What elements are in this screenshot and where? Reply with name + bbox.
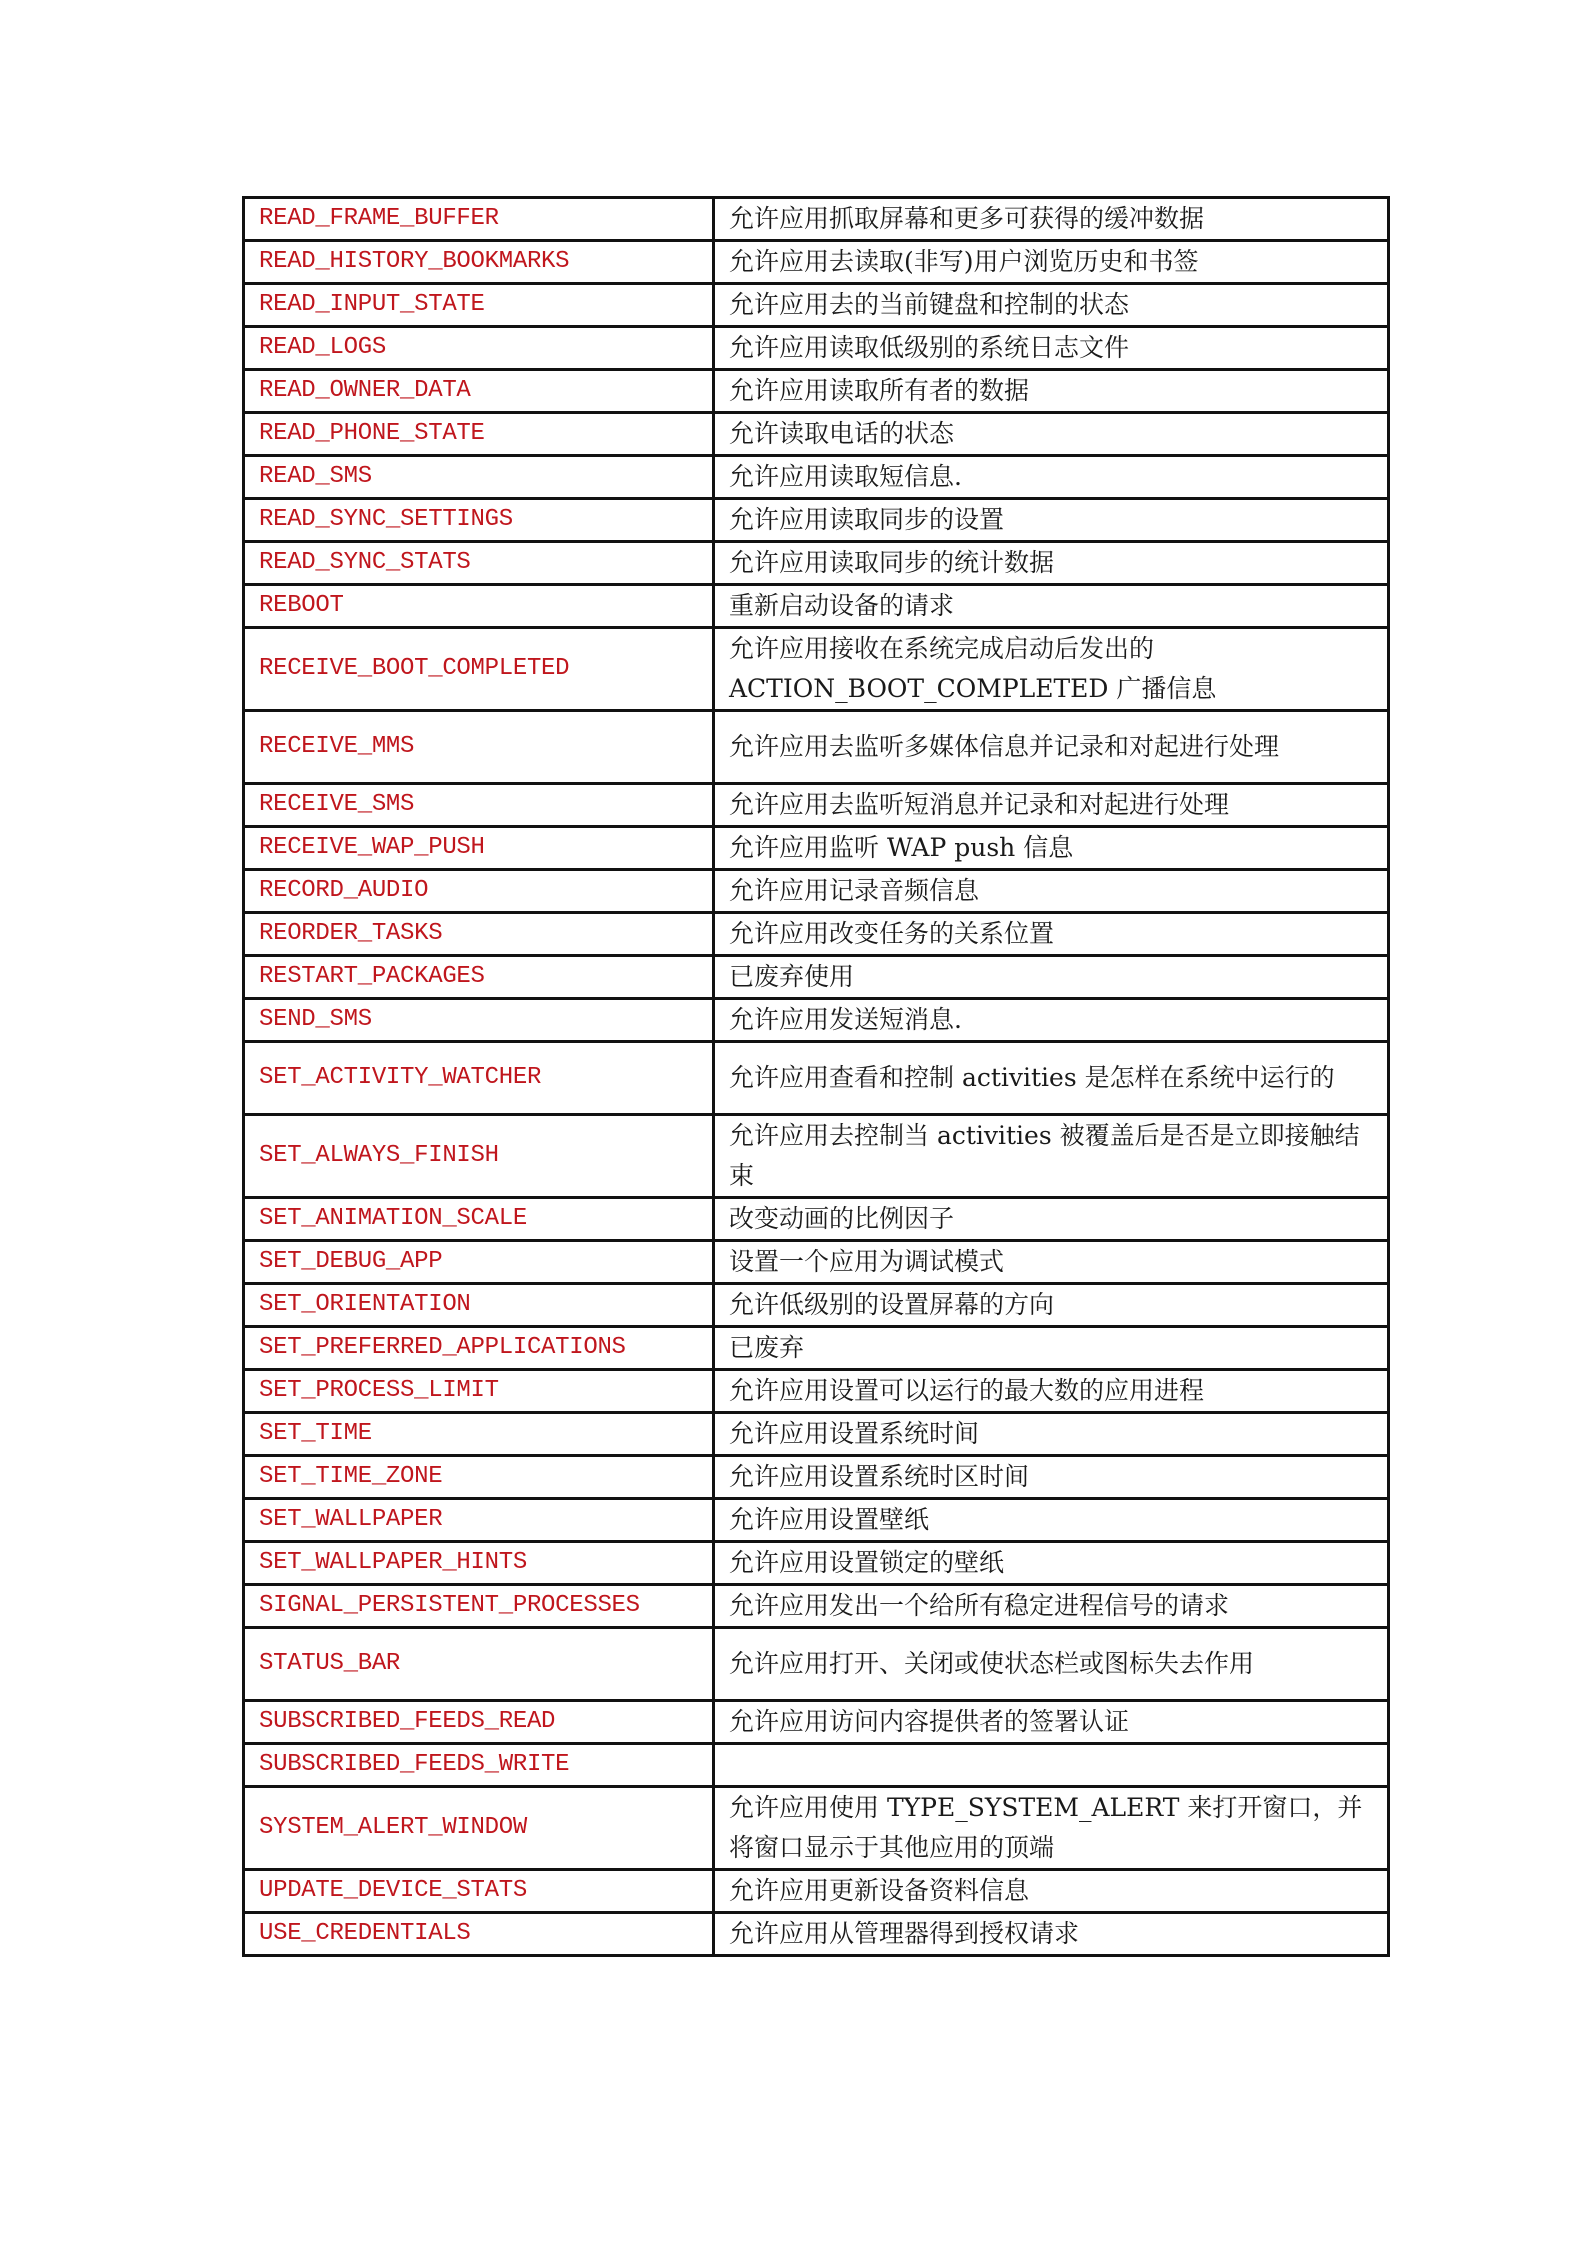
permission-description-cell: 允许应用打开、关闭或使状态栏或图标失去作用 [714, 1628, 1389, 1701]
table-row [244, 241, 1389, 284]
table-row [244, 456, 1389, 499]
table-row [244, 585, 1389, 628]
table-row [244, 1913, 1389, 1956]
permission-description-cell: 改变动画的比例因子 [714, 1198, 1389, 1241]
permission-description-cell: 允许应用去的当前键盘和控制的状态 [714, 284, 1389, 327]
permission-description-cell: 允许应用设置系统时区时间 [714, 1456, 1389, 1499]
permission-name-cell: RESTART_PACKAGES [244, 956, 714, 999]
permissions-table [242, 196, 1390, 1957]
permission-name-cell: SEND_SMS [244, 999, 714, 1042]
table-row [244, 499, 1389, 542]
permission-name-cell: RECEIVE_MMS [244, 711, 714, 784]
table-row [244, 827, 1389, 870]
permission-name-cell: READ_OWNER_DATA [244, 370, 714, 413]
permission-description-cell: 已废弃 [714, 1327, 1389, 1370]
permission-name-cell: USE_CREDENTIALS [244, 1913, 714, 1956]
table-row [244, 1115, 1389, 1198]
permission-name-cell: SET_ACTIVITY_WATCHER [244, 1042, 714, 1115]
permission-name-cell: READ_SYNC_SETTINGS [244, 499, 714, 542]
table-row [244, 1701, 1389, 1744]
table-row [244, 198, 1389, 241]
permission-name-cell: SET_PROCESS_LIMIT [244, 1370, 714, 1413]
permission-description-cell: 允许应用更新设备资料信息 [714, 1870, 1389, 1913]
table-row [244, 628, 1389, 711]
table-row [244, 1370, 1389, 1413]
permission-description-cell: 允许应用抓取屏幕和更多可获得的缓冲数据 [714, 198, 1389, 241]
permission-name-cell: SET_ANIMATION_SCALE [244, 1198, 714, 1241]
permission-description-cell: 允许应用读取低级别的系统日志文件 [714, 327, 1389, 370]
permission-name-cell: SET_ORIENTATION [244, 1284, 714, 1327]
permission-name-cell: READ_HISTORY_BOOKMARKS [244, 241, 714, 284]
permission-name-cell: READ_SMS [244, 456, 714, 499]
permission-description-cell: 设置一个应用为调试模式 [714, 1241, 1389, 1284]
permission-name-cell: READ_PHONE_STATE [244, 413, 714, 456]
permission-description-cell: 允许应用设置壁纸 [714, 1499, 1389, 1542]
permissions-table-body [244, 198, 1389, 1956]
permission-description-cell: 允许应用从管理器得到授权请求 [714, 1913, 1389, 1956]
table-row [244, 1413, 1389, 1456]
permission-description-cell: 允许应用去控制当 activities 被覆盖后是否是立即接触结束 [714, 1115, 1389, 1198]
permission-description-cell: 允许应用接收在系统完成启动后发出的 ACTION_BOOT_COMPLETED 广播信息 [714, 628, 1389, 711]
permission-name-cell: SUBSCRIBED_FEEDS_WRITE [244, 1744, 714, 1787]
table-row [244, 327, 1389, 370]
permission-description-cell: 允许应用发送短消息. [714, 999, 1389, 1042]
permission-name-cell: REBOOT [244, 585, 714, 628]
permission-name-cell: READ_SYNC_STATS [244, 542, 714, 585]
table-row [244, 870, 1389, 913]
table-row [244, 1456, 1389, 1499]
permission-name-cell: SET_ALWAYS_FINISH [244, 1115, 714, 1198]
table-row [244, 1744, 1389, 1787]
permission-description-cell: 允许应用发出一个给所有稳定进程信号的请求 [714, 1585, 1389, 1628]
table-row [244, 1198, 1389, 1241]
table-row [244, 284, 1389, 327]
table-row [244, 1327, 1389, 1370]
permission-name-cell: SET_TIME [244, 1413, 714, 1456]
permission-name-cell: SIGNAL_PERSISTENT_PROCESSES [244, 1585, 714, 1628]
permission-description-cell: 允许应用去读取(非写)用户浏览历史和书签 [714, 241, 1389, 284]
table-row [244, 999, 1389, 1042]
table-row [244, 1787, 1389, 1870]
permission-description-cell: 允许应用访问内容提供者的签署认证 [714, 1701, 1389, 1744]
permission-description-cell: 允许应用设置可以运行的最大数的应用进程 [714, 1370, 1389, 1413]
permission-name-cell: SET_WALLPAPER [244, 1499, 714, 1542]
table-row [244, 784, 1389, 827]
permission-name-cell: SET_DEBUG_APP [244, 1241, 714, 1284]
table-row [244, 370, 1389, 413]
permission-description-cell: 允许应用读取同步的设置 [714, 499, 1389, 542]
permission-name-cell: SUBSCRIBED_FEEDS_READ [244, 1701, 714, 1744]
permission-name-cell: STATUS_BAR [244, 1628, 714, 1701]
permission-name-cell: SET_PREFERRED_APPLICATIONS [244, 1327, 714, 1370]
permission-name-cell: READ_FRAME_BUFFER [244, 198, 714, 241]
permission-name-cell: READ_LOGS [244, 327, 714, 370]
table-row [244, 542, 1389, 585]
table-row [244, 1628, 1389, 1701]
table-row [244, 956, 1389, 999]
permission-description-cell: 允许应用去监听多媒体信息并记录和对起进行处理 [714, 711, 1389, 784]
table-row [244, 913, 1389, 956]
table-row [244, 413, 1389, 456]
permission-description-cell: 允许应用记录音频信息 [714, 870, 1389, 913]
table-row [244, 1542, 1389, 1585]
table-row [244, 1241, 1389, 1284]
permission-description-cell: 允许应用设置系统时间 [714, 1413, 1389, 1456]
permission-description-cell: 重新启动设备的请求 [714, 585, 1389, 628]
table-row [244, 1284, 1389, 1327]
permission-description-cell: 允许应用读取所有者的数据 [714, 370, 1389, 413]
table-row [244, 1499, 1389, 1542]
permission-name-cell: RECEIVE_SMS [244, 784, 714, 827]
permission-description-cell: 允许应用改变任务的关系位置 [714, 913, 1389, 956]
permission-name-cell: RECEIVE_BOOT_COMPLETED [244, 628, 714, 711]
table-row [244, 711, 1389, 784]
permission-description-cell: 允许应用使用 TYPE_SYSTEM_ALERT 来打开窗口，并将窗口显示于其他应用的顶端 [714, 1787, 1389, 1870]
table-row [244, 1042, 1389, 1115]
permission-name-cell: RECORD_AUDIO [244, 870, 714, 913]
table-row [244, 1585, 1389, 1628]
permission-description-cell: 允许应用读取短信息. [714, 456, 1389, 499]
permission-description-cell: 允许应用查看和控制 activities 是怎样在系统中运行的 [714, 1042, 1389, 1115]
permission-description-cell [714, 1744, 1389, 1787]
permission-description-cell: 允许读取电话的状态 [714, 413, 1389, 456]
permission-name-cell: READ_INPUT_STATE [244, 284, 714, 327]
permission-name-cell: UPDATE_DEVICE_STATS [244, 1870, 714, 1913]
permission-name-cell: REORDER_TASKS [244, 913, 714, 956]
table-row [244, 1870, 1389, 1913]
permission-name-cell: SYSTEM_ALERT_WINDOW [244, 1787, 714, 1870]
permission-description-cell: 允许应用设置锁定的壁纸 [714, 1542, 1389, 1585]
permission-description-cell: 已废弃使用 [714, 956, 1389, 999]
permission-description-cell: 允许低级别的设置屏幕的方向 [714, 1284, 1389, 1327]
permission-description-cell: 允许应用读取同步的统计数据 [714, 542, 1389, 585]
permission-name-cell: RECEIVE_WAP_PUSH [244, 827, 714, 870]
permission-name-cell: SET_WALLPAPER_HINTS [244, 1542, 714, 1585]
permission-description-cell: 允许应用去监听短消息并记录和对起进行处理 [714, 784, 1389, 827]
permission-description-cell: 允许应用监听 WAP push 信息 [714, 827, 1389, 870]
permission-name-cell: SET_TIME_ZONE [244, 1456, 714, 1499]
